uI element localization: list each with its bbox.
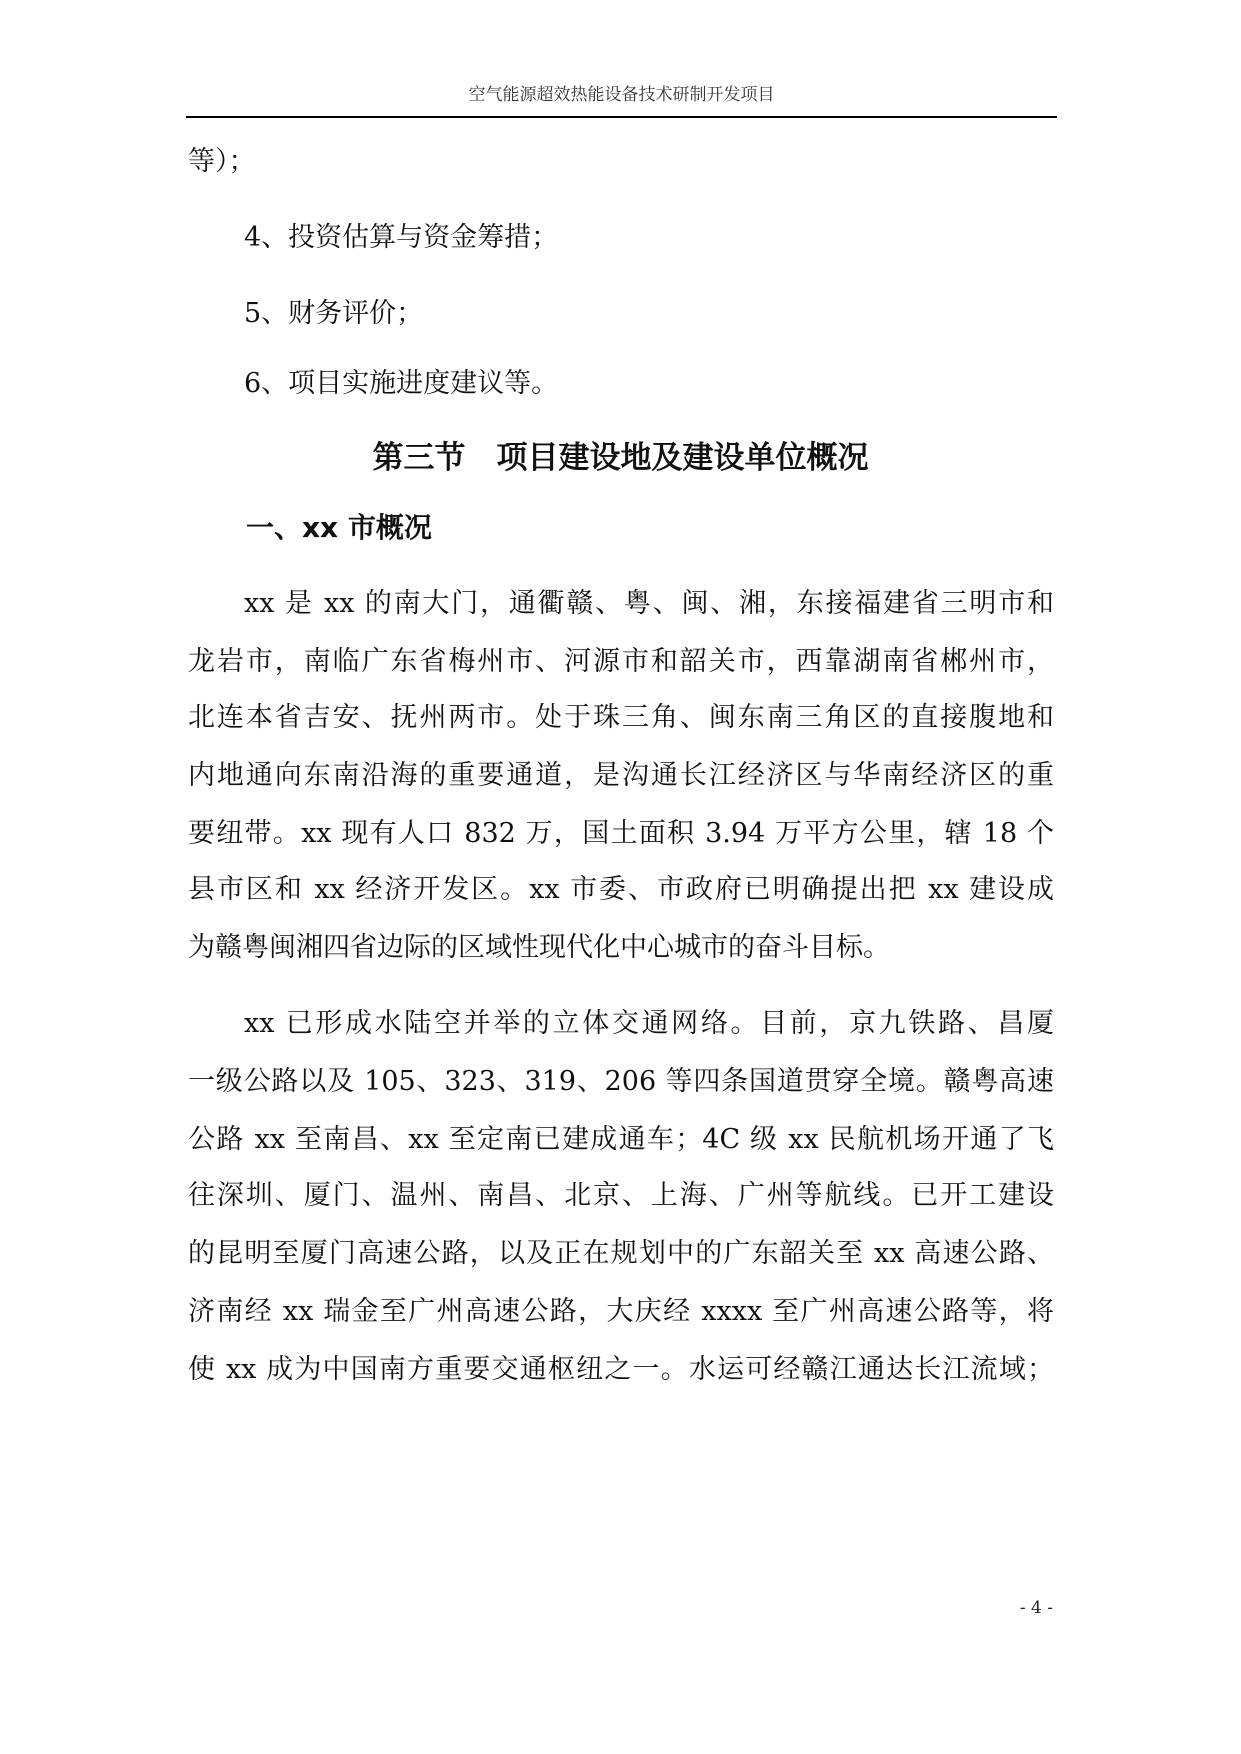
paragraph1-line: 要纽带。xx 现有人口 832 万，国土面积 3.94 万平方公里，辖 18 个 (188, 818, 1054, 849)
paragraph2-line: 往深圳、厦门、温州、南昌、北京、上海、广州等航线。已开工建设 (188, 1180, 1054, 1211)
section-title: 第三节 项目建设地及建设单位概况 (372, 440, 869, 476)
list-item-5: 5、财务评价； (244, 298, 424, 329)
paragraph2-line: 济南经 xx 瑞金至广州高速公路，大庆经 xxxx 至广州高速公路等，将 (188, 1296, 1054, 1327)
list-item-6: 6、项目实施进度建议等。 (244, 368, 559, 399)
paragraph1-line: 龙岩市，南临广东省梅州市、河源市和韶关市，西靠湖南省郴州市， (188, 646, 1054, 677)
paragraph1-line: 为赣粤闽湘四省边际的区域性现代化中心城市的奋斗目标。 (188, 932, 890, 963)
paragraph2-line: 使 xx 成为中国南方重要交通枢纽之一。水运可经赣江通达长江流域； (188, 1354, 1054, 1385)
paragraph1-line: xx 是 xx 的南大门，通衢赣、粤、闽、湘，东接福建省三明市和 (244, 588, 1054, 619)
page-header (186, 82, 1057, 118)
paragraph2-line: 一级公路以及 105、323、319、206 等四条国道贯穿全境。赣粤高速 (188, 1066, 1054, 1097)
header-title: 空气能源超效热能设备技术研制开发项目 (468, 85, 775, 105)
paragraph2-line: xx 已形成水陆空并举的立体交通网络。目前，京九铁路、昌厦 (244, 1008, 1054, 1039)
section-subtitle: 一、xx 市概况 (246, 511, 432, 544)
paragraph2-line: 公路 xx 至南昌、xx 至定南已建成通车；4C 级 xx 民航机场开通了飞 (188, 1124, 1054, 1155)
paragraph1-line: 北连本省吉安、抚州两市。处于珠三角、闽东南三角区的直接腹地和 (188, 702, 1054, 733)
paragraph1-line: 县市区和 xx 经济开发区。xx 市委、市政府已明确提出把 xx 建设成 (188, 874, 1054, 905)
list-item-4: 4、投资估算与资金筹措； (244, 222, 559, 253)
list-continuation: 等）； (188, 146, 256, 177)
paragraph2-line: 的昆明至厦门高速公路，以及正在规划中的广东韶关至 xx 高速公路、 (188, 1238, 1054, 1269)
page-number: - 4 - (1019, 1598, 1053, 1618)
paragraph1-line: 内地通向东南沿海的重要通道，是沟通长江经济区与华南经济区的重 (188, 760, 1054, 791)
